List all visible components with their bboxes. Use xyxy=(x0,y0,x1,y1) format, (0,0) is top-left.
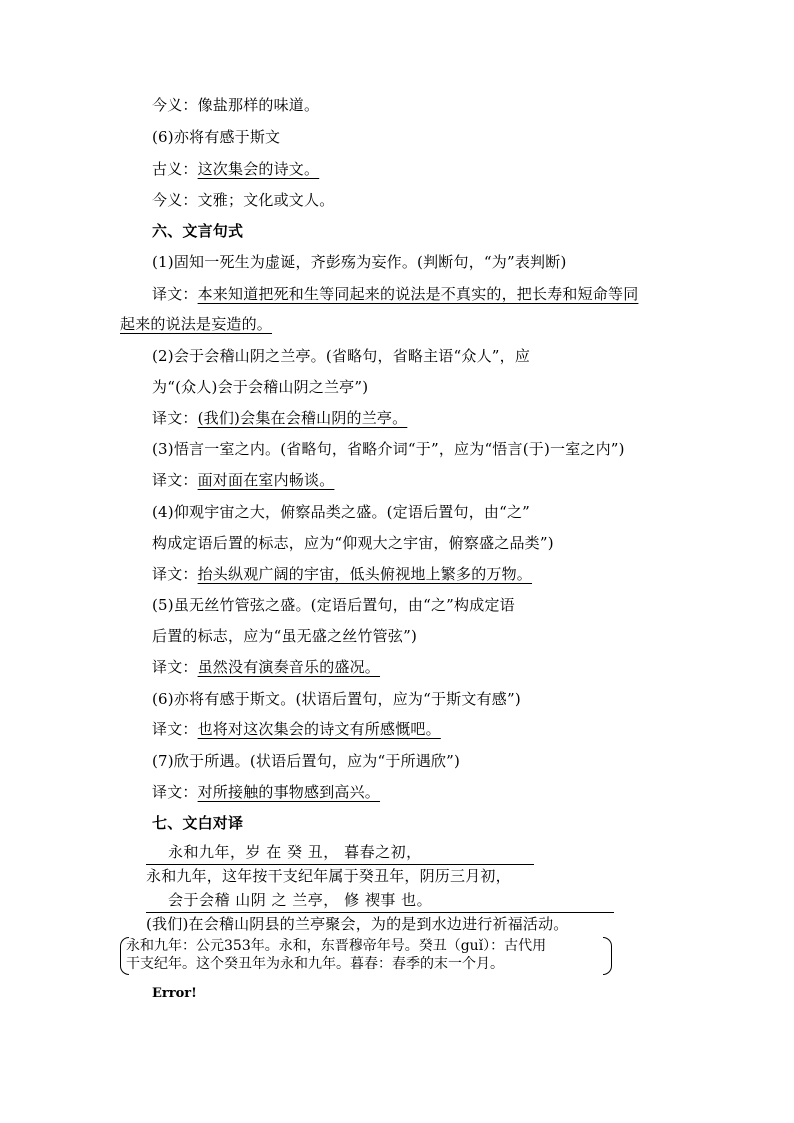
label: 译文： xyxy=(152,471,198,489)
label: 译文： xyxy=(152,720,198,738)
section-heading: 七、文白对译 xyxy=(152,814,244,832)
sentence: (7)欣于所遇。(状语后置句，应为“于所遇欣”) xyxy=(152,752,461,770)
text-line: (6)亦将有感于斯文 xyxy=(152,128,281,146)
translation xyxy=(152,781,380,803)
label: 译文： xyxy=(152,658,198,676)
translation-cont xyxy=(120,313,272,335)
text-line xyxy=(152,158,319,180)
sentence: (2)会于会稽山阴之兰亭。(省略句，省略主语“众人”，应 xyxy=(152,347,531,365)
translation xyxy=(152,283,638,305)
label: 译文： xyxy=(152,409,198,427)
answer: 这次集会的诗文。 xyxy=(197,160,320,178)
translation-text-line: (我们)在会稽山阴县的兰亭聚会，为的是到水边进行祈福活动。 xyxy=(146,915,569,933)
label: 译文： xyxy=(152,285,198,303)
answer: (我们)会集在会稽山阴的兰亭。 xyxy=(197,409,408,427)
sentence: (1)固知一死生为虚诞，齐彭殇为妄作。(判断句，“为”表判断) xyxy=(152,253,567,271)
label: 译文： xyxy=(152,565,198,583)
sentence: (3)悟言一室之内。(省略句，省略介词“于”，应为“悟言(于)一室之内”) xyxy=(152,440,625,458)
sentence: (5)虽无丝竹管弦之盛。(定语后置句，由“之”构成定语 xyxy=(152,596,515,614)
note-line: 永和九年：公元353年。永和，东晋穆帝年号。癸丑（guǐ）：古代用 xyxy=(126,938,547,954)
text-line: 今义：文雅；文化或文人。 xyxy=(152,191,335,209)
original-text-line: 会于会稽 山阴 之 兰亭， 修 禊事 也。 xyxy=(168,891,433,909)
translation xyxy=(152,563,532,585)
label: 古义： xyxy=(152,160,198,178)
sentence: 构成定语后置的标志，应为“仰观大之宇宙，俯察盛之品类”) xyxy=(152,534,554,552)
translation xyxy=(152,407,407,429)
section-heading: 六、文言句式 xyxy=(152,222,244,240)
sentence: (6)亦将有感于斯文。(状语后置句，应为“于斯文有感”) xyxy=(152,690,521,708)
answer: 面对面在室内畅谈。 xyxy=(197,471,335,489)
label: 译文： xyxy=(152,783,198,801)
sentence: (4)仰观宇宙之大，俯察品类之盛。(定语后置句，由“之” xyxy=(152,503,531,521)
note-line: 干支纪年。这个癸丑年为永和九年。暮春：春季的末一个月。 xyxy=(126,956,504,972)
answer: 也将对这次集会的诗文有所感慨吧。 xyxy=(197,720,441,738)
answer: 本来知道把死和生等同起来的说法是不真实的，把长寿和短命等同 xyxy=(197,285,639,303)
translation-text-line: 永和九年，这年按干支纪年属于癸丑年，阴历三月初， xyxy=(146,867,511,885)
translation xyxy=(152,469,334,491)
answer: 抬头纵观广阔的宇宙，低头俯视地上繁多的万物。 xyxy=(197,565,533,583)
error-text: Error! xyxy=(152,986,197,1001)
answer: 虽然没有演奏音乐的盛况。 xyxy=(197,658,381,676)
translation xyxy=(152,656,380,678)
annotation-note xyxy=(120,937,612,977)
translation xyxy=(152,718,441,740)
sentence: 后置的标志，应为“虽无盛之丝竹管弦”) xyxy=(152,627,417,645)
bracket-right xyxy=(603,937,612,975)
original-text-line: 永和九年，岁 在 癸 丑， 暮春之初， xyxy=(168,843,422,861)
text-line: 今义：像盐那样的味道。 xyxy=(152,96,320,114)
answer: 对所接触的事物感到高兴。 xyxy=(197,783,381,801)
answer: 起来的说法是妄造的。 xyxy=(120,315,273,333)
sentence: 为“(众人)会于会稽山阴之兰亭”) xyxy=(152,378,369,396)
